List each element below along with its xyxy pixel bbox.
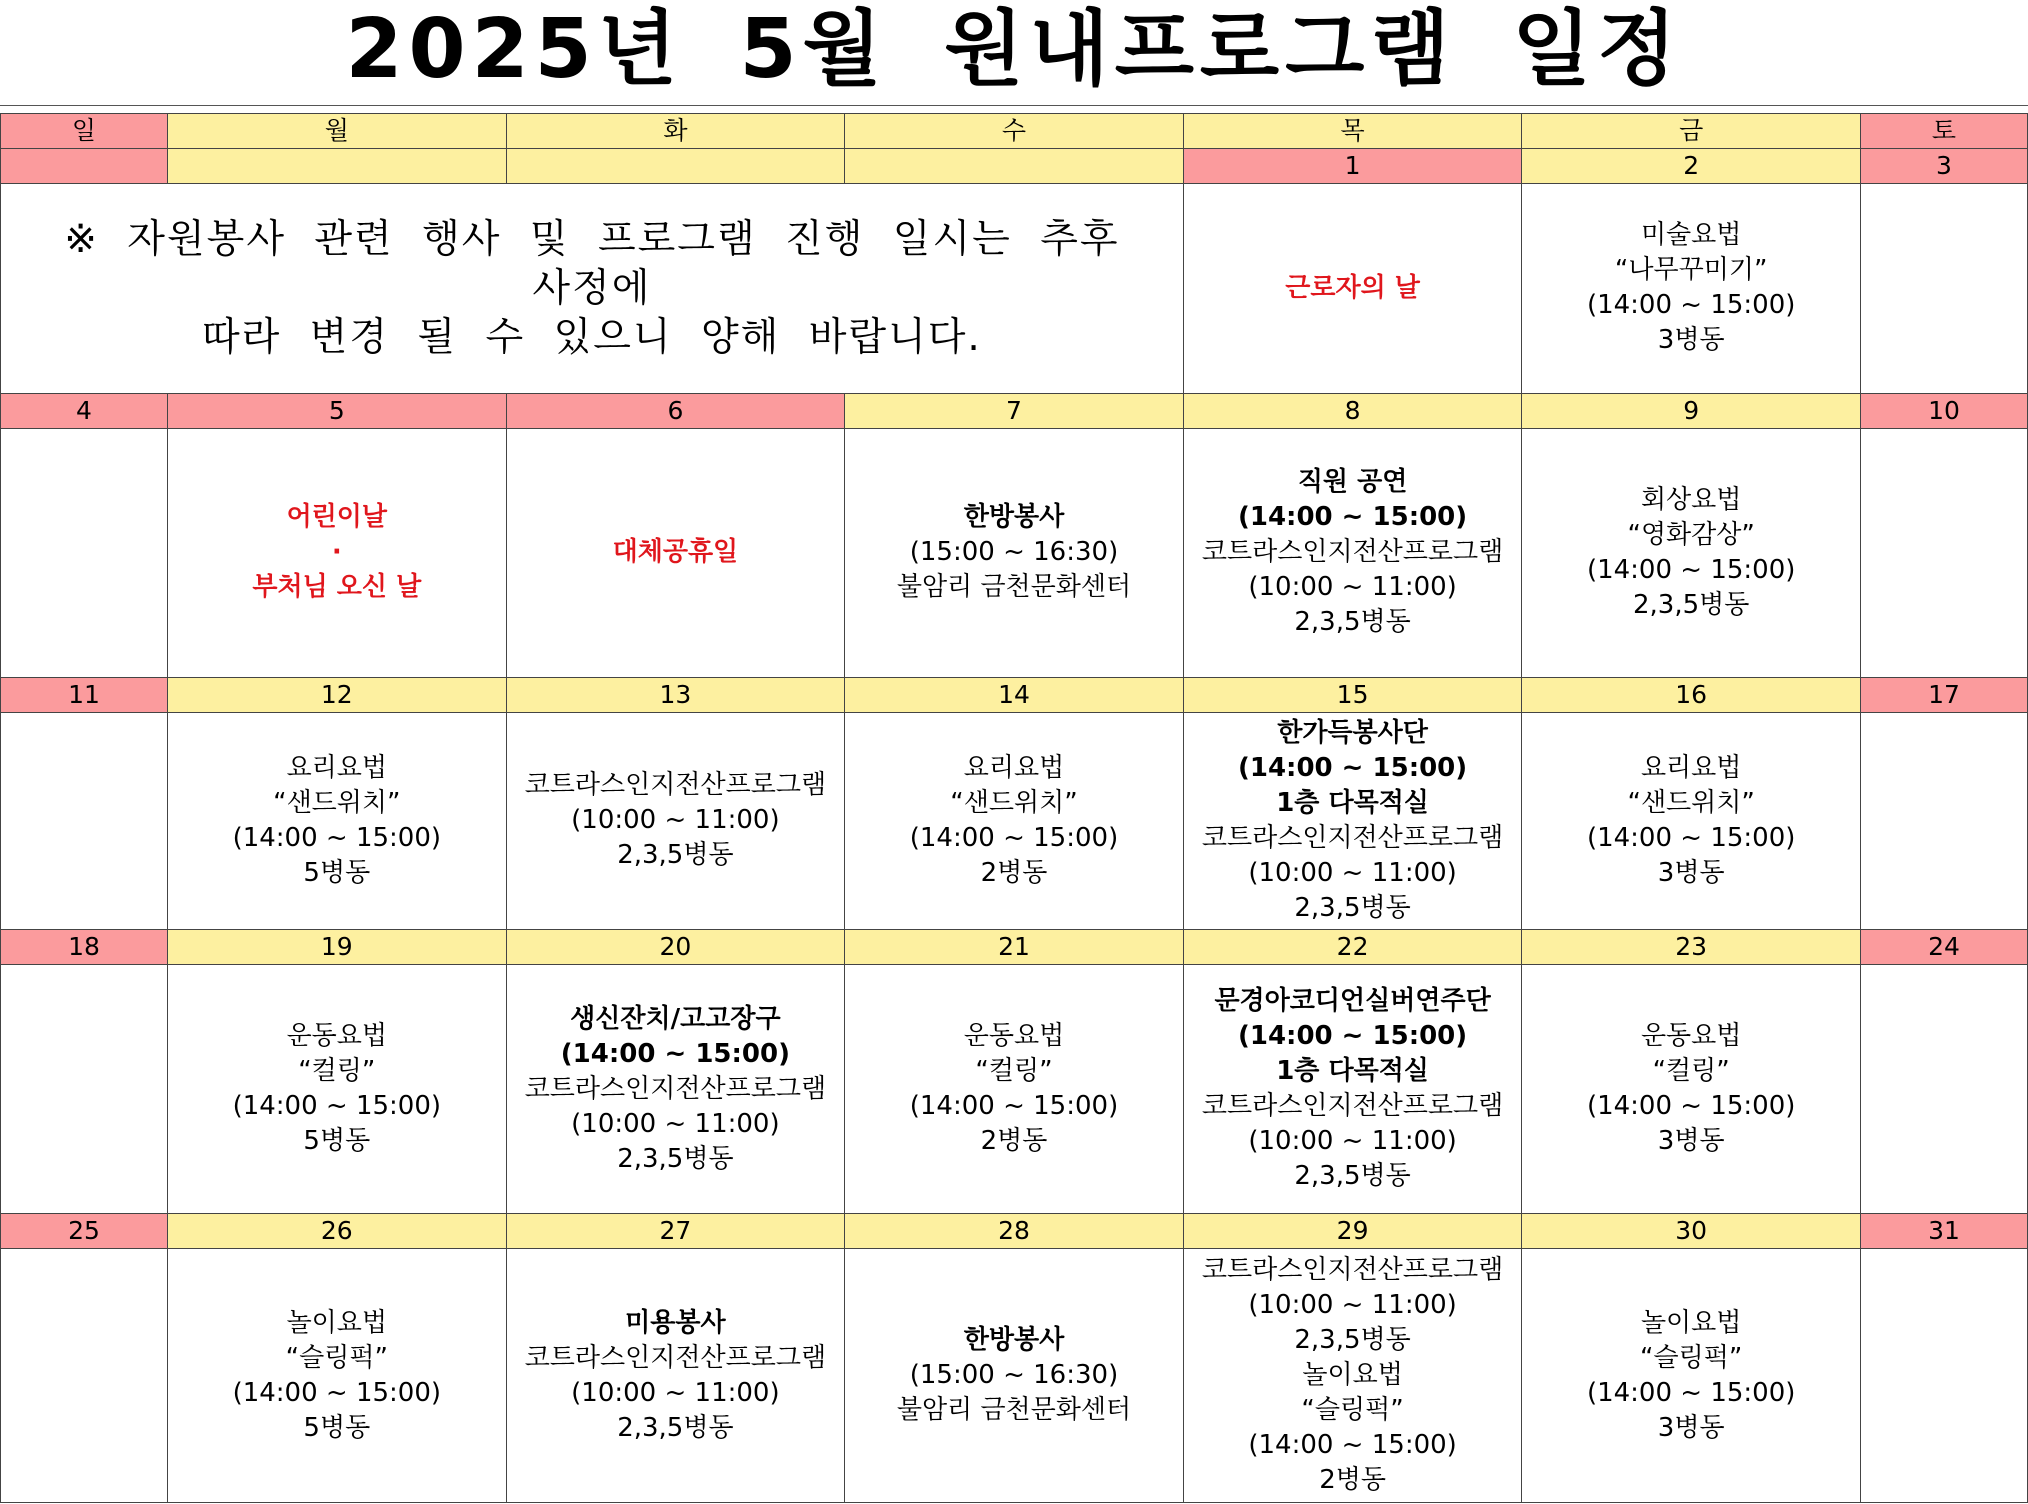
event-line: (10:00 ~ 11:00) [1248, 1290, 1457, 1321]
day-events [1, 1249, 167, 1502]
weekday-sun: 일 [1, 114, 168, 149]
date-number: 6 [506, 393, 845, 428]
event-line: (14:00 ~ 15:00) [1586, 1377, 1796, 1408]
event-line: 요리요법 [963, 752, 1065, 783]
day-events [1184, 713, 1522, 928]
day-cell [1860, 184, 2027, 393]
day-cell [506, 1249, 845, 1503]
day-events [1522, 713, 1860, 928]
day-events [1861, 713, 2027, 928]
day-cell [1, 713, 168, 929]
date-number: 5 [168, 393, 507, 428]
date-number: 23 [1522, 929, 1861, 964]
week-content-row [1, 184, 2028, 393]
date-number [1, 149, 168, 184]
event-line: 부처님 오신 날 [252, 572, 422, 603]
date-number: 10 [1860, 393, 2027, 428]
day-cell [1522, 428, 1861, 677]
event-line: 생신잔치/고고장구 [570, 1003, 781, 1034]
day-events [1522, 429, 1860, 677]
day-cell [168, 428, 507, 677]
day-events [507, 965, 845, 1213]
event-line: (10:00 ~ 11:00) [571, 1377, 780, 1408]
event-line: (14:00 ~ 15:00) [1237, 502, 1468, 533]
day-events [168, 965, 506, 1213]
event-line: 코트라스인지전산프로그램 [1201, 1091, 1504, 1121]
event-line: 대체공휴일 [612, 537, 739, 568]
event-line: 코트라스인지전산프로그램 [524, 1073, 827, 1104]
event-line: (14:00 ~ 15:00) [232, 1377, 442, 1408]
event-line: “샌드위치” [950, 787, 1078, 818]
event-line: 코트라스인지전산프로그램 [524, 770, 827, 801]
date-number: 29 [1183, 1214, 1522, 1249]
event-line: (14:00 ~ 15:00) [1586, 290, 1796, 321]
date-number: 26 [168, 1214, 507, 1249]
event-line: “컬링” [1652, 1056, 1730, 1086]
day-cell [1183, 713, 1522, 929]
event-line: 불암리 금천문화센터 [896, 572, 1132, 603]
day-cell [1860, 713, 2027, 929]
event-line: 2,3,5병동 [1294, 1325, 1411, 1356]
day-events [507, 429, 845, 677]
event-line: 운동요법 [1640, 1021, 1742, 1051]
event-line: 2병동 [1319, 1465, 1386, 1496]
event-line: (10:00 ~ 11:00) [1248, 1126, 1457, 1156]
week-content-row [1, 428, 2028, 677]
day-cell [168, 1249, 507, 1503]
day-events [1184, 965, 1522, 1213]
day-events [1184, 429, 1522, 677]
day-cell [1860, 1249, 2027, 1503]
day-cell [506, 428, 845, 677]
event-line: 2,3,5병동 [617, 1143, 734, 1174]
event-line: “샌드위치” [1627, 787, 1755, 818]
day-events [168, 713, 506, 928]
notice-line: 따라 변경 될 수 있으니 양해 바랍니다. [201, 314, 982, 360]
date-number: 17 [1860, 678, 2027, 713]
event-line: (15:00 ~ 16:30) [909, 1360, 1119, 1391]
event-line: 2,3,5병동 [1632, 589, 1750, 620]
day-events [1522, 1249, 1860, 1502]
event-line: 5병동 [303, 1126, 371, 1156]
event-line: 놀이요법 [1302, 1360, 1403, 1391]
event-line: (14:00 ~ 15:00) [560, 1038, 790, 1069]
day-cell [1183, 1249, 1522, 1503]
event-line: 코트라스인지전산프로그램 [524, 1342, 827, 1373]
day-cell [168, 713, 507, 929]
event-line: “컬링” [975, 1056, 1053, 1086]
date-number: 24 [1860, 929, 2027, 964]
date-number: 18 [1, 929, 168, 964]
day-events [1522, 965, 1860, 1213]
day-events [168, 1249, 506, 1502]
date-number: 22 [1183, 929, 1522, 964]
date-number-row [1, 393, 2028, 428]
date-number-row [1, 1214, 2028, 1249]
day-events [845, 429, 1183, 677]
date-number [506, 149, 845, 184]
event-line: 직원 공연 [1297, 467, 1408, 498]
event-line: 놀이요법 [1640, 1307, 1742, 1338]
week-content-row [1, 1249, 2028, 1503]
event-line: 요리요법 [286, 752, 388, 783]
day-events [845, 1249, 1183, 1502]
day-cell [845, 964, 1184, 1213]
weekday-tue: 화 [506, 114, 845, 149]
date-number: 2 [1522, 149, 1861, 184]
day-cell [1860, 428, 2027, 677]
day-events [845, 713, 1183, 928]
date-number: 7 [845, 393, 1184, 428]
event-line: (14:00 ~ 15:00) [232, 1091, 442, 1121]
notice-text [1, 215, 1183, 362]
event-line: (14:00 ~ 15:00) [1248, 1430, 1457, 1461]
event-line: 3병동 [1657, 1126, 1725, 1156]
date-number: 13 [506, 678, 845, 713]
event-line: 3병동 [1657, 857, 1725, 888]
day-events [1, 429, 167, 677]
event-line: (14:00 ~ 15:00) [232, 822, 442, 853]
event-line: (14:00 ~ 15:00) [1586, 822, 1796, 853]
event-line: 미용봉사 [625, 1307, 726, 1338]
date-number: 15 [1183, 678, 1522, 713]
notice-line: ※ 자원봉사 관련 행사 및 프로그램 진행 일시는 추후 사정에 [64, 216, 1120, 311]
day-cell [1522, 964, 1861, 1213]
event-line: 운동요법 [286, 1021, 388, 1051]
event-line: 3병동 [1657, 1412, 1725, 1443]
event-line: “나무꾸미기” [1614, 255, 1768, 286]
day-events [1184, 1249, 1522, 1502]
title-divider [0, 105, 2028, 106]
event-line: 3병동 [1657, 325, 1725, 356]
event-line: 미술요법 [1640, 220, 1742, 251]
day-events [507, 713, 845, 928]
day-events [1522, 184, 1860, 392]
event-line: 코트라스인지전산프로그램 [1201, 1255, 1504, 1286]
event-line: 5병동 [303, 857, 371, 888]
event-line: 코트라스인지전산프로그램 [1201, 822, 1504, 853]
page-title: 2025년 5월 원내프로그램 일정 [345, 2, 1683, 97]
date-number-row [1, 678, 2028, 713]
event-line: “슬링퍽” [1640, 1342, 1743, 1373]
event-line: 불암리 금천문화센터 [896, 1395, 1132, 1426]
day-cell [506, 713, 845, 929]
event-line: 1층 다목적실 [1276, 787, 1429, 818]
event-line: 요리요법 [1640, 752, 1742, 783]
day-events [507, 1249, 845, 1502]
event-line: (14:00 ~ 15:00) [1237, 1021, 1468, 1051]
event-line: 2병동 [980, 857, 1048, 888]
event-line: 2,3,5병동 [617, 840, 734, 871]
day-cell [1522, 713, 1861, 929]
weekday-thu: 목 [1183, 114, 1522, 149]
event-line: 회상요법 [1640, 484, 1742, 515]
event-line: (14:00 ~ 15:00) [1237, 752, 1468, 783]
date-number: 27 [506, 1214, 845, 1249]
date-number: 20 [506, 929, 845, 964]
event-line: “샌드위치” [273, 787, 401, 818]
weekday-header-row [1, 114, 2028, 149]
event-line: (15:00 ~ 16:30) [909, 537, 1119, 568]
event-line: 문경아코디언실버연주단 [1214, 986, 1491, 1016]
day-events [168, 429, 506, 677]
day-events [1184, 184, 1522, 392]
day-cell [506, 964, 845, 1213]
week-content-row [1, 964, 2028, 1213]
event-line: (14:00 ~ 15:00) [1586, 554, 1796, 585]
event-line: 2,3,5병동 [1294, 1161, 1411, 1191]
event-line: (10:00 ~ 11:00) [571, 805, 780, 836]
event-line: (14:00 ~ 15:00) [909, 822, 1119, 853]
event-line: 운동요법 [963, 1021, 1065, 1051]
date-number: 4 [1, 393, 168, 428]
weekday-fri: 금 [1522, 114, 1861, 149]
day-cell [1, 964, 168, 1213]
day-events [1861, 429, 2027, 677]
event-line: (10:00 ~ 11:00) [1248, 572, 1457, 603]
date-number: 11 [1, 678, 168, 713]
date-number: 14 [845, 678, 1184, 713]
date-number [845, 149, 1184, 184]
event-line: 2병동 [980, 1126, 1048, 1156]
event-line: · [331, 537, 342, 568]
day-cell [845, 1249, 1184, 1503]
event-line: (14:00 ~ 15:00) [909, 1091, 1119, 1121]
date-number: 30 [1522, 1214, 1861, 1249]
day-events [1861, 965, 2027, 1213]
day-cell [168, 964, 507, 1213]
day-cell [1183, 428, 1522, 677]
day-events [1, 713, 167, 928]
day-events [1861, 184, 2027, 392]
date-number: 9 [1522, 393, 1861, 428]
event-line: “슬링퍽” [285, 1342, 388, 1373]
event-line: 놀이요법 [286, 1307, 388, 1338]
date-number: 25 [1, 1214, 168, 1249]
day-cell [1183, 964, 1522, 1213]
event-line: 코트라스인지전산프로그램 [1201, 537, 1504, 568]
date-number: 16 [1522, 678, 1861, 713]
event-line: (10:00 ~ 11:00) [1248, 857, 1457, 888]
weekday-sat: 토 [1860, 114, 2027, 149]
date-number: 21 [845, 929, 1184, 964]
notice-cell [1, 184, 1184, 393]
date-number-row [1, 929, 2028, 964]
event-line: 2,3,5병동 [1294, 607, 1411, 638]
date-number: 31 [1860, 1214, 2027, 1249]
day-cell [845, 713, 1184, 929]
event-line: 5병동 [303, 1412, 371, 1443]
day-cell [1522, 1249, 1861, 1503]
event-line: (14:00 ~ 15:00) [1586, 1091, 1796, 1121]
event-line: 어린이날 [286, 502, 388, 533]
day-events [1, 965, 167, 1213]
date-number: 19 [168, 929, 507, 964]
event-line: “영화감상” [1627, 519, 1755, 550]
weekday-wed: 수 [845, 114, 1184, 149]
weekday-mon: 월 [168, 114, 507, 149]
event-line: 한방봉사 [963, 502, 1065, 533]
date-number: 3 [1860, 149, 2027, 184]
date-number: 8 [1183, 393, 1522, 428]
day-cell [1, 1249, 168, 1503]
event-line: 1층 다목적실 [1276, 1056, 1429, 1086]
day-cell [1860, 964, 2027, 1213]
event-line: “컬링” [298, 1056, 376, 1086]
event-line: 한방봉사 [963, 1325, 1065, 1356]
day-cell [1, 428, 168, 677]
date-number: 1 [1183, 149, 1522, 184]
week-content-row [1, 713, 2028, 929]
event-line: 한가득봉사단 [1277, 717, 1428, 748]
event-line: 근로자의 날 [1285, 272, 1420, 303]
date-number-row [1, 149, 2028, 184]
day-cell [845, 428, 1184, 677]
day-events [845, 965, 1183, 1213]
calendar-table [0, 113, 2028, 1503]
day-cell [1183, 184, 1522, 393]
date-number: 12 [168, 678, 507, 713]
date-number: 28 [845, 1214, 1184, 1249]
event-line: 2,3,5병동 [1294, 892, 1411, 923]
event-line: “슬링퍽” [1301, 1395, 1404, 1426]
day-events [1861, 1249, 2027, 1502]
date-number [168, 149, 507, 184]
day-cell [1522, 184, 1861, 393]
event-line: 2,3,5병동 [617, 1412, 734, 1443]
event-line: (10:00 ~ 11:00) [571, 1108, 780, 1139]
